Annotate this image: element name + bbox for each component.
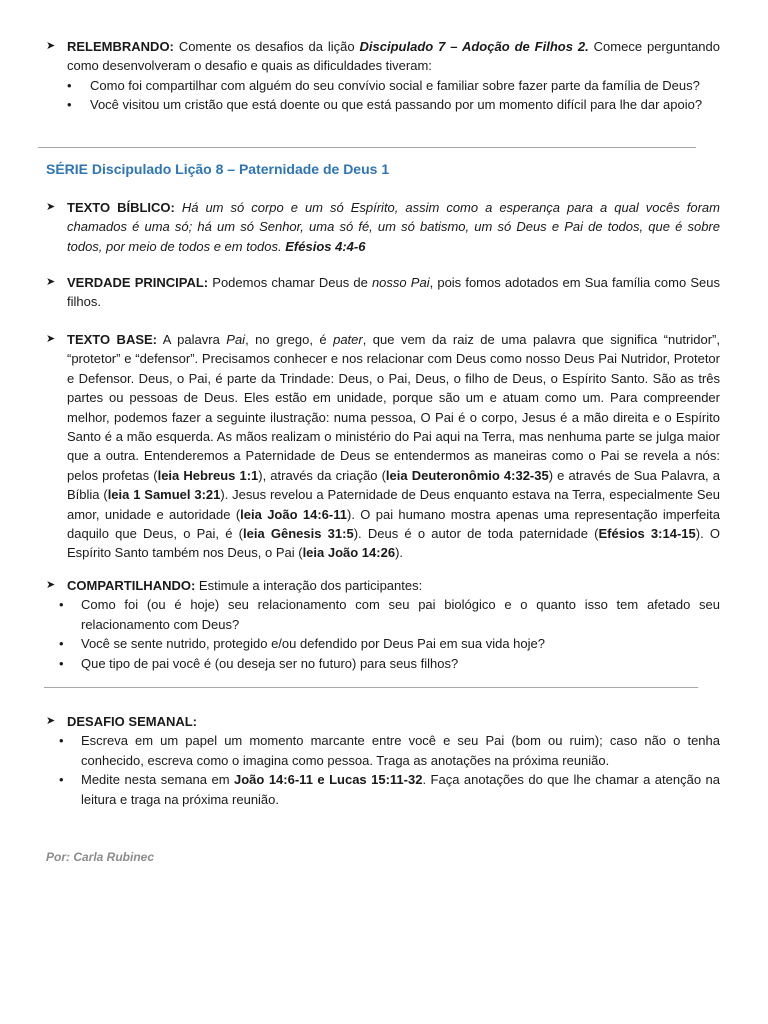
- list-item: • Você se sente nutrido, protegido e/ou defendido por Deus Pai em sua vida hoje?: [46, 634, 720, 653]
- list-item: • Como foi (ou é hoje) seu relacionamento com seu pai biológico e o quanto isso tem afetado seu relacionamento com Deus?: [59, 597, 720, 632]
- bullet-icon: •: [67, 97, 72, 113]
- arrow-bullet-icon: ➤: [46, 333, 56, 345]
- challenge-section: [46, 712, 720, 809]
- biblical-text-paragraph: ➤ TEXTO BÍBLICO: Há um só corpo e um só Espírito, assim como a esperança para a qual vocês foram chamados é uma só; há um só Senhor, uma só fé, um só batismo, um só Deus e Pai de todos, que é sobre todos, por meio de todos e em todos. Efésios 4:4-6: [46, 200, 720, 254]
- bible-reference: leia Gênesis 31:5: [243, 526, 354, 542]
- series-title: SÉRIE Discipulado Lição 8 – Paternidade de Deus 1: [46, 161, 390, 177]
- biblical-text-section: [46, 198, 720, 256]
- recap-lesson: Discipulado 7 – Adoção de Filhos 2.: [359, 39, 589, 54]
- bullet-icon: •: [59, 772, 64, 788]
- base-text-section: [46, 330, 720, 563]
- bullet-icon: •: [59, 636, 64, 652]
- arrow-bullet-icon: ➤: [46, 40, 56, 52]
- list-item: • Como foi compartilhar com alguém do seu convívio social e familiar sobre fazer parte da família de Deus?: [46, 76, 720, 95]
- main-truth-section: [46, 273, 720, 312]
- base-text-label: TEXTO BASE:: [67, 332, 158, 347]
- sharing-label: COMPARTILHANDO:: [67, 578, 196, 593]
- author-credit: Por: Carla Rubinec: [46, 850, 155, 864]
- bible-reference: leia 1 Samuel 3:21: [107, 487, 221, 503]
- arrow-bullet-icon: ➤: [46, 715, 56, 727]
- bullet-icon: •: [59, 733, 64, 749]
- bullet-icon: •: [67, 77, 72, 93]
- sharing-paragraph: ➤ COMPARTILHANDO: Estimule a interação dos participantes:: [46, 576, 720, 595]
- bible-reference: Efésios 3:14-15: [598, 526, 696, 542]
- recap-paragraph: ➤ RELEMBRANDO: Comente os desafios da lição Discipulado 7 – Adoção de Filhos 2. Comece perguntando como desenvolveram o desafio e quais as dificuldades tiveram:: [46, 39, 720, 74]
- bible-reference: leia Deuteronômio 4:32-35: [385, 467, 549, 483]
- arrow-bullet-icon: ➤: [46, 579, 56, 591]
- bullet-icon: •: [59, 597, 64, 613]
- challenge-list: [46, 731, 720, 809]
- list-item: • Medite nesta semana em João 14:6-11 e Lucas 15:11-32. Faça anotações do que lhe chamar a atenção na leitura e traga na próxima reunião.: [59, 772, 720, 807]
- sharing-section: [46, 576, 720, 673]
- bullet-icon: •: [59, 655, 64, 671]
- bible-reference: leia João 14:6-11: [240, 506, 347, 522]
- biblical-text-label: TEXTO BÍBLICO:: [67, 200, 175, 215]
- bible-reference: Lucas 15:11-32: [329, 772, 423, 788]
- main-truth-label: VERDADE PRINCIPAL:: [67, 275, 209, 290]
- list-item: • Você visitou um cristão que está doente ou que está passando por um momento difícil para lhe dar apoio?: [46, 95, 720, 114]
- biblical-text-reference: Efésios 4:4-6: [281, 238, 366, 254]
- arrow-bullet-icon: ➤: [46, 276, 56, 288]
- divider: [44, 687, 698, 688]
- list-item: • Que tipo de pai você é (ou deseja ser no futuro) para seus filhos?: [46, 654, 720, 673]
- sharing-list: [46, 595, 720, 673]
- challenge-paragraph: [46, 712, 720, 731]
- bible-reference: leia Hebreus 1:1: [157, 467, 259, 483]
- recap-label: RELEMBRANDO:: [67, 39, 174, 54]
- main-truth-paragraph: ➤ VERDADE PRINCIPAL: Podemos chamar Deus de nosso Pai, pois fomos adotados em Sua família como Seus filhos.: [46, 275, 720, 310]
- arrow-bullet-icon: ➤: [46, 201, 56, 213]
- base-text-paragraph: ➤ TEXTO BASE: A palavra Pai, no grego, é pater, que vem da raiz de uma palavra que significa “nutridor”, “protetor” e “defensor”. Precisamos conhecer e nos relacionar com Deus como nosso Deus Pai Nutridor, Protetor e Defensor. Deus, o Pai, é parte da Trindade: Deus, o Pai, Deus, o filho de Deus, o Espírito Santo. São as três partes ou pessoas de Deus. Eles estão em unidade, porque são um e atuam como um. Para compreender melhor, podemos fazer a seguinte ilustração: numa pessoa, O Pai é o corpo, Jesus é a mão direita e o Espírito Santo é a mão esquerda. As mãos realizam o ministério do Pai aqui na Terra, mas nenhuma parte se julga maior que a outra. Entenderemos a Paternidade de Deus se entendermos as maneiras como o Pai se revela a nós: pelos profetas (leia Hebreus 1:1), através da criação (leia Deuteronômio 4:32-35) e através de Sua Palavra, a Bíblia (leia 1 Samuel 3:21). Jesus revelou a Paternidade de Deus enquanto estava na Terra, especialmente Seu amor, unidade e autoridade (leia João 14:6-11). O pai humano mostra apenas uma representação imperfeita daquilo que Deus, o Pai, é (leia Gênesis 31:5). Deus é o autor de toda paternidade (Efésios 3:14-15). O Espírito Santo também nos Deus, o Pai (leia João 14:26).: [46, 332, 721, 561]
- divider: [38, 147, 696, 148]
- recap-section: [46, 37, 720, 115]
- recap-list: [46, 76, 720, 115]
- list-item: • Escreva em um papel um momento marcante entre você e seu Pai (bom ou ruim); caso não o tenha conhecido, escreva como o imagina como pessoa. Traga as anotações na próxima reunião.: [59, 733, 720, 768]
- bible-reference: leia João 14:26: [302, 545, 396, 561]
- bible-reference: João 14:6-11: [234, 772, 313, 788]
- challenge-label: DESAFIO SEMANAL:: [67, 714, 197, 729]
